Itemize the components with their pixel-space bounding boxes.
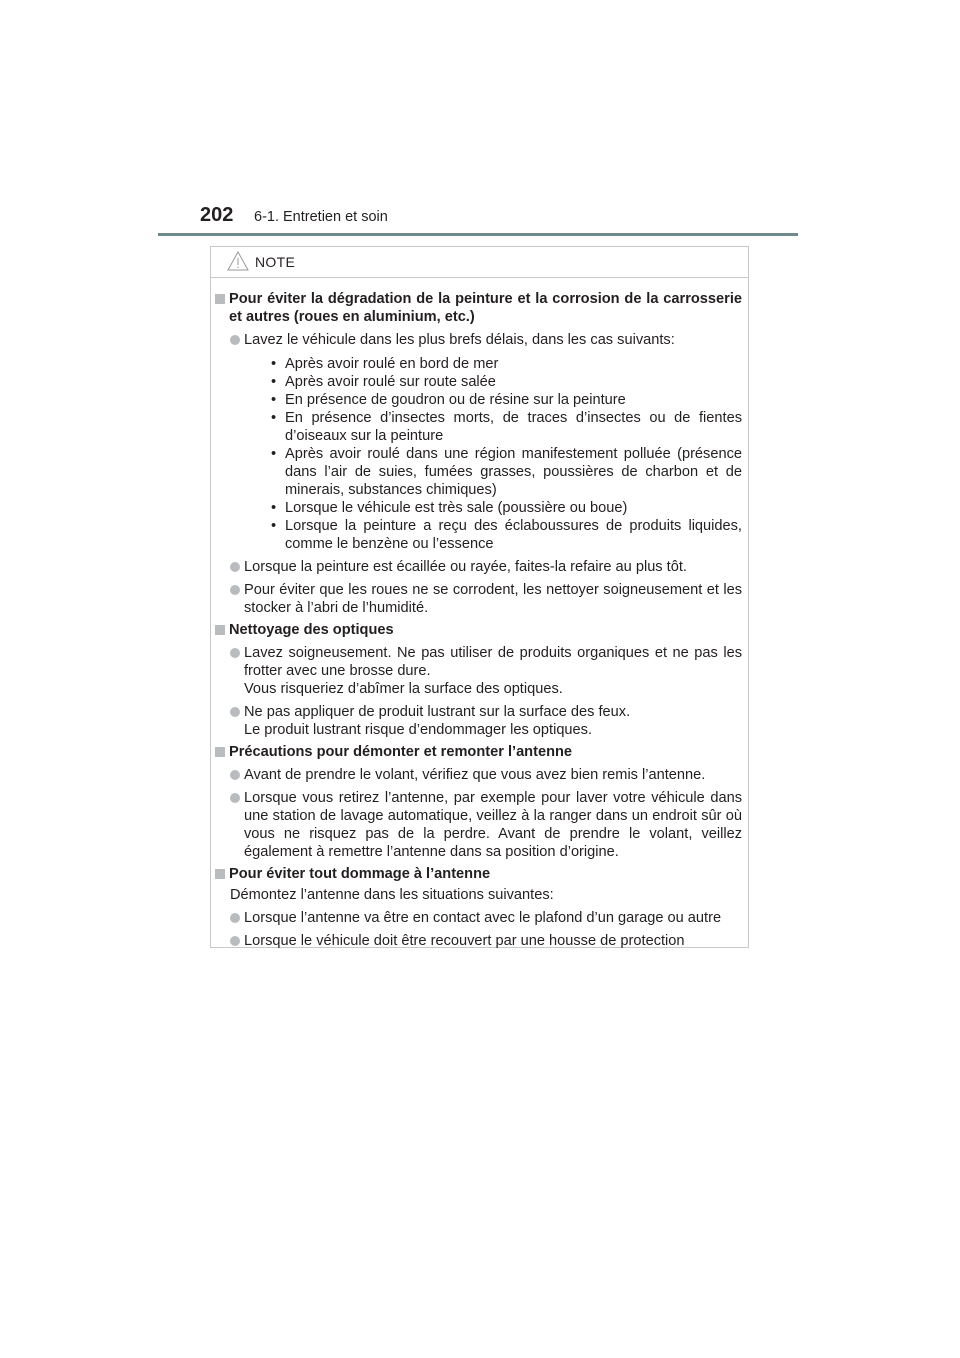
sub-list-item-text: En présence d’insectes morts, de traces d’insectes ou de fientes d’oiseaux sur la peinture [285,410,742,444]
list-item-text: Lavez le véhicule dans les plus brefs délais, dans les cas suivants: [244,332,675,348]
list-item [215,644,742,698]
note-header [211,247,748,278]
list-item-text: Avant de prendre le volant, vérifiez que vous avez bien remis l’antenne. [244,767,706,783]
sub-list-item: • Après avoir roulé dans une région manifestement polluée (présence dans l’air de suies, fumées grasses, poussières de charbon et de minerais, substances chimiques) [271,446,742,498]
list-item-note: Le produit lustrant risque d’endommager les optiques. [244,722,593,738]
list-item [215,558,742,576]
section-heading-text: Nettoyage des optiques [229,622,394,638]
list-item [215,766,742,784]
header-rule [158,233,798,236]
square-bullet-icon [215,747,225,757]
section-heading [215,743,742,761]
section-title: 6-1. Entretien et soin [254,209,388,225]
sub-list-item: • En présence de goudron ou de résine sur la peinture [271,392,626,408]
list-item [215,703,742,739]
sub-list-item-text: Après avoir roulé sur route salée [285,374,496,390]
list-item-note: Vous risqueriez d’abîmer la surface des optiques. [244,681,563,697]
square-bullet-icon [215,625,225,635]
section-heading-text: Pour éviter tout dommage à l’antenne [229,866,491,882]
list-item-text: Lorsque le véhicule doit être recouvert par une housse de protection [244,933,685,949]
list-item [215,331,742,553]
section-heading [215,290,742,326]
round-bullet-icon [230,913,240,923]
list-item-text: Pour éviter que les roues ne se corrodent, les nettoyer soigneusement et les stocker à l’abri de l’humidité. [244,582,742,616]
section-heading [215,865,742,883]
section-heading-text: Précautions pour démonter et remonter l’antenne [229,744,573,760]
list-item-text: Lorsque la peinture est écaillée ou rayée, faites-la refaire au plus tôt. [244,559,687,575]
page-number: 202 [200,204,234,226]
note-label: NOTE [255,254,296,270]
square-bullet-icon [215,869,225,879]
sub-list-item-text: En présence de goudron ou de résine sur la peinture [285,392,626,408]
note-body [211,278,748,950]
round-bullet-icon [230,936,240,946]
sub-list-item-text: Lorsque le véhicule est très sale (poussière ou boue) [285,500,628,516]
round-bullet-icon [230,707,240,717]
round-bullet-icon [230,585,240,595]
sub-list-item-text: Après avoir roulé en bord de mer [285,356,499,372]
sub-list-item: • Après avoir roulé en bord de mer [271,356,499,372]
section-intro: Démontez l’antenne dans les situations suivantes: [230,887,554,903]
section-heading [215,621,742,639]
round-bullet-icon [230,770,240,780]
sub-list-item: • En présence d’insectes morts, de traces d’insectes ou de fientes d’oiseaux sur la peinture [271,410,742,444]
round-bullet-icon [230,562,240,572]
sub-list-item-text: Lorsque la peinture a reçu des éclaboussures de produits liquides, comme le benzène ou l’essence [285,518,742,552]
square-bullet-icon [215,294,225,304]
round-bullet-icon [230,793,240,803]
list-item [215,789,742,861]
section-heading-text: Pour éviter la dégradation de la peinture et la corrosion de la carrosserie et autres (roues en aluminium, etc.) [229,291,742,325]
list-item-text: Lavez soigneusement. Ne pas utiliser de produits organiques et ne pas les frotter avec une brosse dure. [244,645,742,679]
warning-triangle-icon [227,251,249,271]
sub-list-item: • Lorsque le véhicule est très sale (poussière ou boue) [271,500,628,516]
round-bullet-icon [230,335,240,345]
list-item-text: Ne pas appliquer de produit lustrant sur la surface des feux. [244,704,631,720]
list-item [215,932,742,950]
list-item [215,581,742,617]
list-item [215,909,742,927]
note-box [210,246,749,948]
list-item-text: Lorsque vous retirez l’antenne, par exemple pour laver votre véhicule dans une station de lavage automatique, veillez à la ranger dans un endroit sûr où vous ne risquez pas de la perdre. Avant de prendre le volant, veillez également à remettre l’antenne dans sa position d’origine. [244,790,742,860]
round-bullet-icon [230,648,240,658]
sub-list-item: • Lorsque la peinture a reçu des éclaboussures de produits liquides, comme le benzène ou l’essence [271,518,742,552]
list-item-text: Lorsque l’antenne va être en contact avec le plafond d’un garage ou autre [244,910,722,926]
sub-list-item-text: Après avoir roulé dans une région manifestement polluée (présence dans l’air de suies, fumées grasses, poussières de charbon et de minerais, substances chimiques) [285,446,742,498]
sub-list [244,355,742,553]
sub-list-item: • Après avoir roulé sur route salée [271,374,496,390]
